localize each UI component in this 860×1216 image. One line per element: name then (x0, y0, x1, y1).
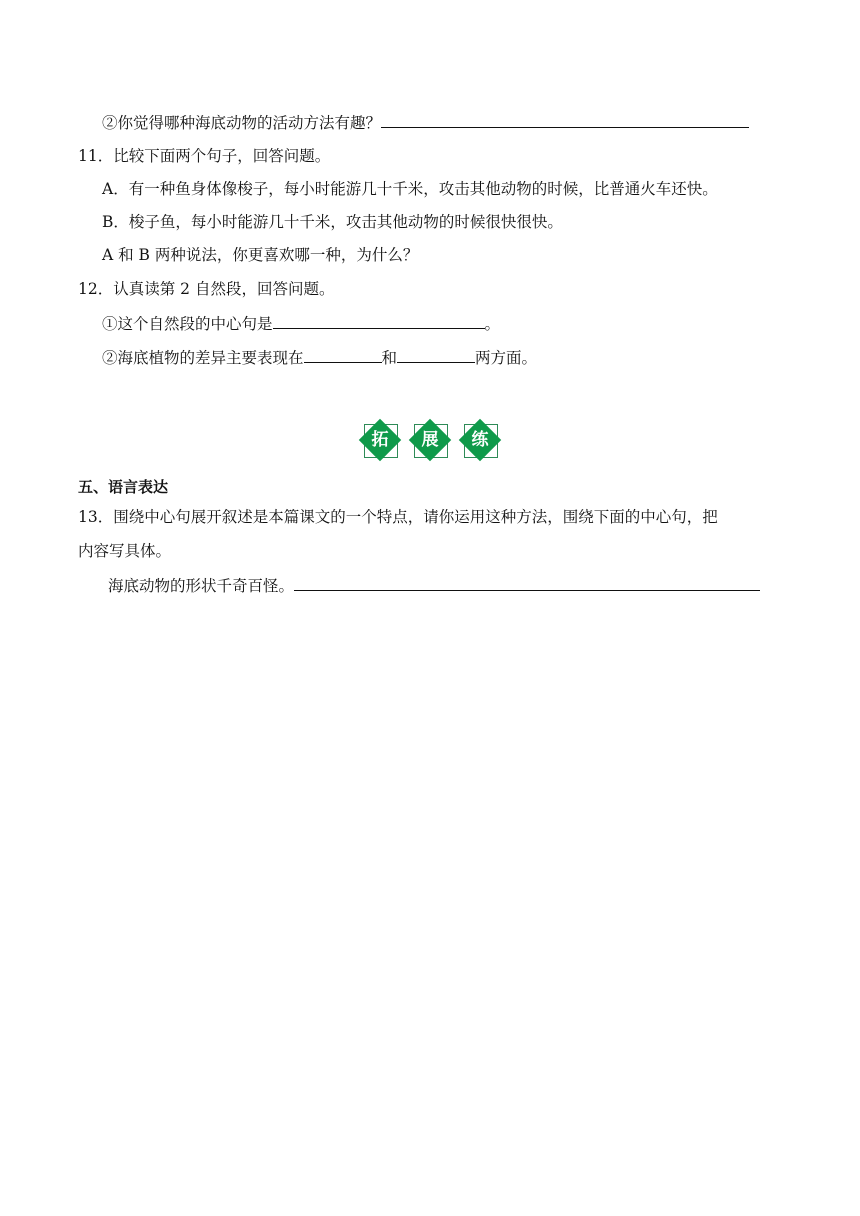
section-heading: 五、语言表达 (78, 478, 169, 496)
q11-title: 11．比较下面两个句子，回答问题。 (78, 147, 331, 165)
q12-sub2-prefix: ②海底植物的差异主要表现在 (102, 349, 304, 367)
q13-line2: 内容写具体。 (78, 542, 172, 560)
answer-blank[interactable] (273, 312, 485, 329)
q11-option-a: A．有一种鱼身体像梭子，每小时能游几十千米，攻击其他动物的时候，比普通火车还快。 (102, 180, 718, 198)
q12-sub1-prefix: ①这个自然段的中心句是 (102, 315, 273, 333)
q12-title: 12．认真读第 2 自然段，回答问题。 (78, 280, 335, 298)
extension-practice-banner (358, 418, 504, 464)
q12-sub1-line (102, 312, 500, 335)
banner-diamond-2 (408, 418, 454, 464)
banner-diamond-3 (458, 418, 504, 464)
answer-blank[interactable] (397, 346, 475, 363)
q11-option-b: B．梭子鱼，每小时能游几十千米，攻击其他动物的时候很快很快。 (102, 213, 563, 231)
banner-char-1: 拓 (371, 430, 389, 450)
q12-sub2-mid: 和 (381, 349, 398, 367)
q13-sentence-line (108, 574, 760, 597)
q12-sub1-suffix: 。 (484, 315, 501, 333)
q12-sub2-suffix: 两方面。 (475, 349, 538, 367)
q10-sub2-text: ②你觉得哪种海底动物的活动方法有趣？ (102, 114, 382, 132)
answer-blank[interactable] (381, 111, 749, 128)
q12-sub2-line (102, 346, 537, 369)
banner-char-3: 练 (471, 430, 489, 450)
answer-blank[interactable] (304, 346, 382, 363)
q13-line1: 13．围绕中心句展开叙述是本篇课文的一个特点，请你运用这种方法，围绕下面的中心句，把 (78, 508, 718, 526)
q13-sentence: 海底动物的形状千奇百怪。 (108, 577, 295, 595)
q10-sub2-line (102, 111, 749, 134)
q11-question: A 和 B 两种说法，你更喜欢哪一种，为什么？ (102, 246, 419, 264)
banner-diamond-1 (358, 418, 404, 464)
banner-char-2: 展 (421, 430, 439, 450)
answer-blank[interactable] (294, 574, 760, 591)
